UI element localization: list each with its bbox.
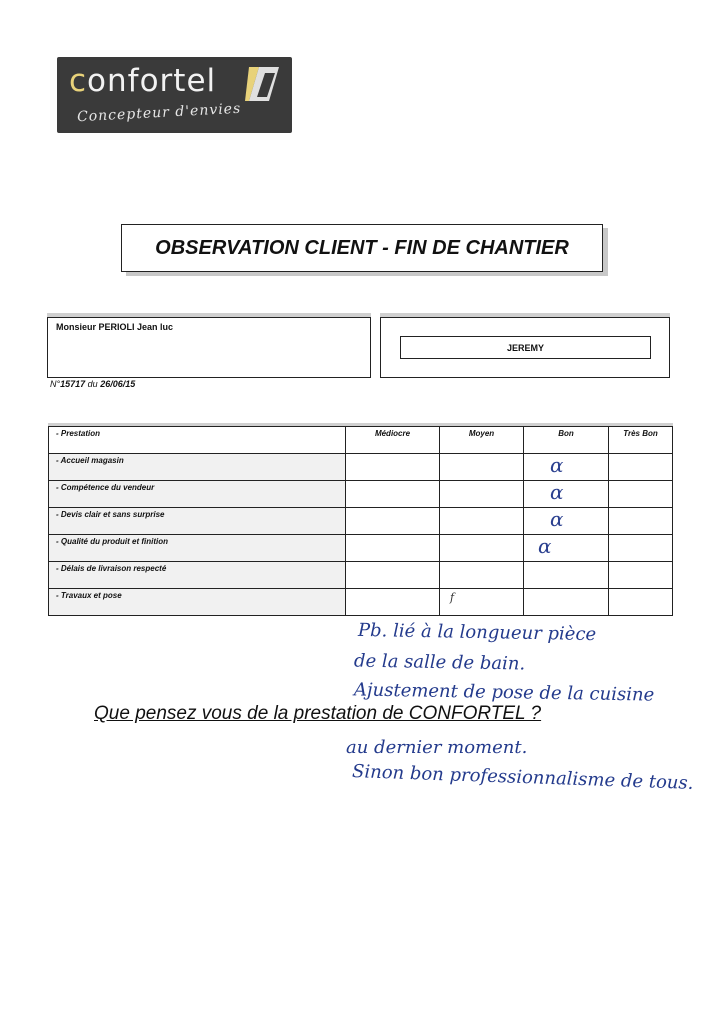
handwritten-line: au dernier moment.	[346, 737, 528, 758]
cell-moyen	[440, 535, 524, 562]
cell-bon	[524, 535, 609, 562]
order-date-prefix: du	[87, 379, 98, 389]
cell-mediocre	[346, 454, 440, 481]
table-row	[49, 508, 673, 535]
feedback-question: Que pensez vous de la prestation de CONFORTEL ?	[94, 703, 542, 724]
cell-bon	[524, 562, 609, 589]
cell-bon	[524, 454, 609, 481]
cell-tres-bon	[609, 481, 673, 508]
header-tres-bon: Très Bon	[609, 427, 673, 454]
rating-table	[48, 426, 673, 616]
cell-moyen	[440, 508, 524, 535]
handwritten-line: Sinon bon professionnalisme de tous.	[351, 761, 694, 794]
order-prefix: N°	[50, 379, 61, 389]
header-mediocre: Médiocre	[346, 427, 440, 454]
cell-tres-bon	[609, 508, 673, 535]
header-bon: Bon	[524, 427, 609, 454]
logo-slash-mark	[245, 67, 285, 103]
form-title-box	[121, 224, 603, 272]
form-title: OBSERVATION CLIENT - FIN DE CHANTIER	[155, 236, 569, 259]
checkmark: α	[550, 480, 564, 504]
cell-bon	[524, 508, 609, 535]
checkmark: α	[550, 453, 564, 477]
cell-bon	[524, 589, 609, 616]
checkmark: α	[538, 534, 552, 558]
row-label: - Qualité du produit et finition	[49, 535, 346, 562]
table-row	[49, 562, 673, 589]
table-row	[49, 481, 673, 508]
row-label: - Accueil magasin	[49, 454, 346, 481]
logo-brand: confortel	[69, 63, 217, 99]
stray-pen-mark: f	[450, 591, 455, 604]
header-prestation: - Prestation	[49, 427, 346, 454]
row-label: - Délais de livraison respecté	[49, 562, 346, 589]
cell-tres-bon	[609, 454, 673, 481]
logo-tagline: Concepteur d'envies	[76, 100, 242, 126]
table-row	[49, 535, 673, 562]
cell-mediocre	[346, 535, 440, 562]
row-label: - Devis clair et sans surprise	[49, 508, 346, 535]
handwritten-line: Ajustement de pose de la cuisine	[353, 679, 655, 706]
cell-mediocre	[346, 589, 440, 616]
client-name: Monsieur PERIOLI Jean luc	[56, 322, 174, 332]
table-row	[49, 454, 673, 481]
cell-mediocre	[346, 481, 440, 508]
cell-tres-bon	[609, 535, 673, 562]
order-number: 15717	[60, 379, 86, 389]
row-label: - Compétence du vendeur	[49, 481, 346, 508]
vendor-box	[380, 317, 670, 378]
row-label: - Travaux et pose	[49, 589, 346, 616]
cell-moyen	[440, 454, 524, 481]
confortel-logo	[57, 57, 292, 133]
cell-moyen	[440, 481, 524, 508]
cell-tres-bon	[609, 589, 673, 616]
vendor-name: JEREMY	[400, 336, 651, 359]
header-moyen: Moyen	[440, 427, 524, 454]
client-box	[47, 317, 371, 378]
cell-moyen	[440, 562, 524, 589]
order-reference	[50, 379, 135, 389]
handwritten-line: de la salle de bain.	[353, 650, 526, 675]
cell-mediocre	[346, 562, 440, 589]
order-date: 26/06/15	[100, 379, 136, 389]
checkmark: α	[550, 507, 564, 531]
cell-tres-bon	[609, 562, 673, 589]
handwritten-line: Pb. lié à la longueur pièce	[357, 619, 597, 646]
cell-bon	[524, 481, 609, 508]
table-row	[49, 589, 673, 616]
cell-moyen	[440, 589, 524, 616]
cell-mediocre	[346, 508, 440, 535]
table-header-row	[49, 427, 673, 454]
